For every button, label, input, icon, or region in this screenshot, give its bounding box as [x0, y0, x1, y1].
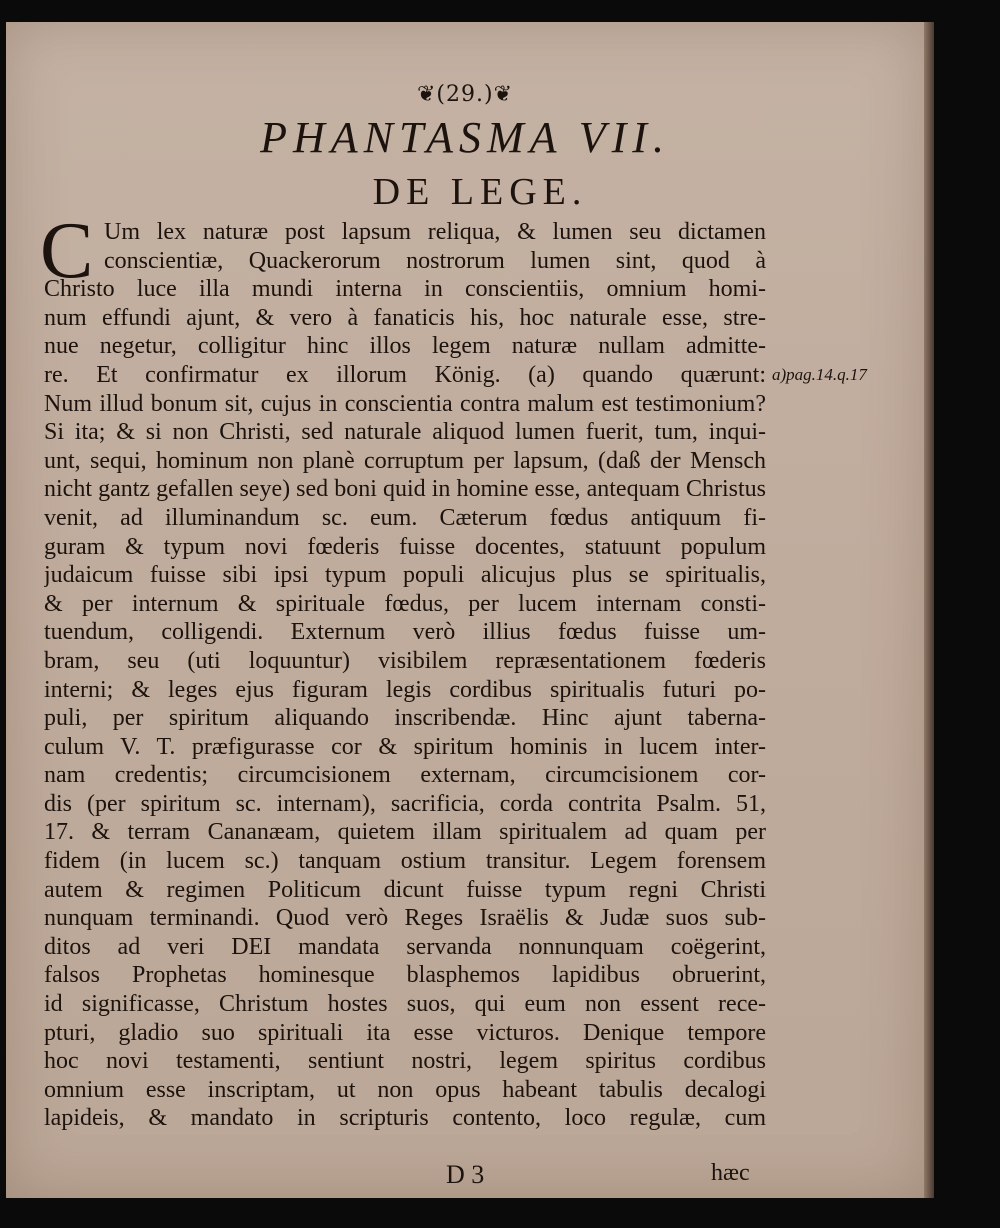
text-line: Um lex naturæ post lapsum reliqua, & lumen seu dictamen: [104, 219, 766, 245]
text-line: culum V. T. præfigurasse cor & spiritum hominis in lucem inter-: [44, 733, 766, 760]
text-line: re. Et confirmatur ex illorum König. (a) quando quærunt:: [44, 361, 766, 388]
text-line: nam credentis; circumcisionem externam, circumcisionem cor-: [44, 762, 766, 789]
text-line: num effundi ajunt, & vero à fanaticis his, hoc naturale esse, stre-: [44, 304, 766, 331]
text-line: Christo luce illa mundi interna in conscientiis, omnium homi-: [44, 276, 766, 303]
marginal-note: a)pag.14.q.17: [772, 365, 867, 384]
text-line: conscientiæ, Quackerorum nostrorum lumen sint, quod à: [104, 247, 766, 274]
text-line: ditos ad veri DEI mandata servanda nonnunquam coëgerint,: [44, 933, 766, 960]
page-number: (29.): [436, 82, 494, 107]
text-line: omnium esse inscriptam, ut non opus habeant tabulis decalogi: [44, 1076, 766, 1103]
drop-cap: C: [40, 207, 94, 295]
text-line: dis (per spiritum sc. internam), sacrificia, corda contrita Psalm. 51,: [44, 790, 766, 817]
text-line: fidem (in lucem sc.) tanquam ostium transitur. Legem forensem: [44, 848, 766, 875]
text-line: guram & typum novi fœderis fuisse docentes, statuunt populum: [44, 533, 766, 560]
text-lines: [44, 218, 766, 1133]
text-line: tuendum, colligendi. Externum verò illius fœdus fuisse um-: [44, 619, 766, 646]
text-line: pturi, gladio suo spirituali ita esse victuros. Denique tempore: [44, 1019, 766, 1046]
book-page: [6, 22, 924, 1198]
ornament-right-icon: ❦: [493, 82, 514, 107]
text-line: bram, seu (uti loquuntur) visibilem repræsentationem fœderis: [44, 647, 766, 674]
text-line: hoc novi testamenti, sentiunt nostri, legem spiritus cordibus: [44, 1048, 766, 1075]
text-line: nue negetur, colligitur hinc illos legem naturæ nullam admitte-: [44, 333, 766, 360]
running-head: [6, 82, 924, 107]
ornament-left-icon: ❦: [416, 82, 437, 107]
text-line: Si ita; & si non Christi, sed naturale aliquod lumen fuerit, tum, inqui-: [44, 419, 766, 446]
text-line: nunquam terminandi. Quod verò Reges Israëlis & Judæ suos sub-: [44, 905, 766, 932]
text-line: interni; & leges ejus figuram legis cordibus spiritualis futuri po-: [44, 676, 766, 703]
text-line: unt, sequi, hominum non planè corruptum per lapsum, (daß der Mensch: [44, 447, 766, 474]
chapter-title: PHANTASMA VII.: [260, 113, 670, 162]
text-line: venit, ad illuminandum sc. eum. Cæterum fœdus antiquum fi-: [44, 504, 766, 531]
page-edge: [924, 22, 934, 1198]
text-line: lapideis, & mandato in scripturis contento, loco regulæ, cum: [44, 1105, 766, 1132]
text-line: Num illud bonum sit, cujus in conscientia contra malum est testimonium?: [44, 390, 766, 417]
signature-mark: D 3: [446, 1160, 485, 1189]
chapter-subtitle: DE LEGE.: [372, 171, 588, 213]
catchword: hæc: [711, 1160, 750, 1186]
text-line: nicht gantz gefallen seye) sed boni quid in homine esse, antequam Christus: [44, 476, 766, 503]
text-line: puli, per spiritum aliquando inscribendæ. Hinc ajunt taberna-: [44, 705, 766, 732]
text-line: & per internum & spirituale fœdus, per lucem internam consti-: [44, 590, 766, 617]
text-line: judaicum fuisse sibi ipsi typum populi alicujus plus se spiritualis,: [44, 562, 766, 589]
text-line: id significasse, Christum hostes suos, qui eum non essent rece-: [44, 991, 766, 1018]
text-line: 17. & terram Cananæam, quietem illam spiritualem ad quam per: [44, 819, 766, 846]
text-line: falsos Prophetas hominesque blasphemos lapidibus obruerint,: [44, 962, 766, 989]
body-text: [40, 207, 766, 1133]
text-line: autem & regimen Politicum dicunt fuisse typum regni Christi: [44, 876, 766, 903]
